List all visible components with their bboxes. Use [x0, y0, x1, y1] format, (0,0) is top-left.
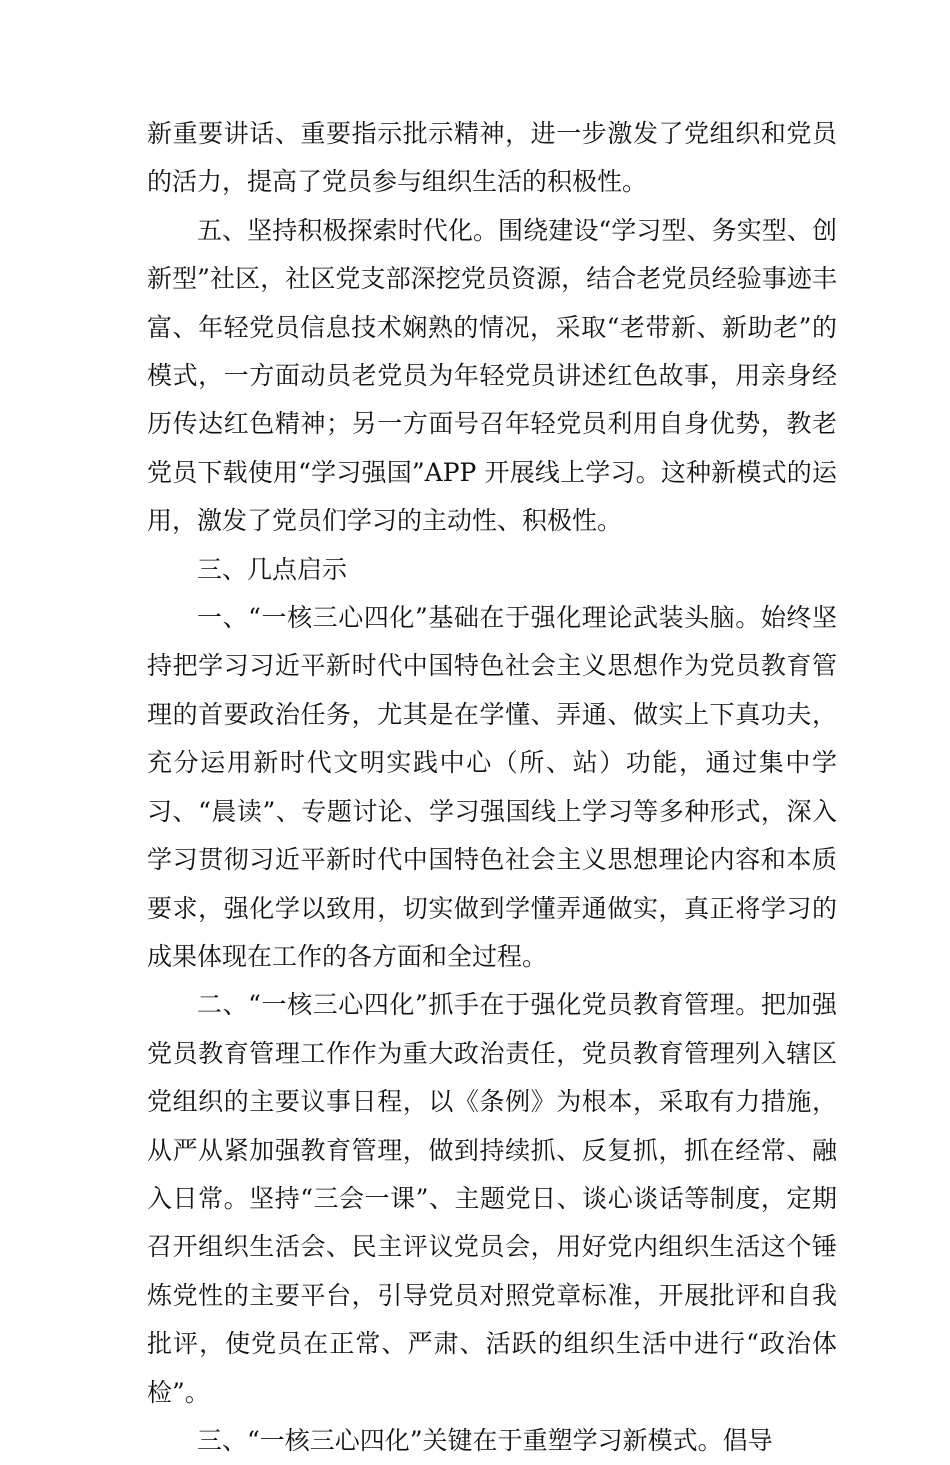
- section-heading-insights: 三、几点启示: [197, 554, 348, 584]
- document-body: [147, 110, 837, 1465]
- paragraph-insight-one: 一、“一核三心四化”基础在于强化理论武装头脑。始终坚持把学习习近平新时代中国特色社会主义思想作为党员教育管理的首要政治任务，尤其是在学懂、弄通、做实上下真功夫，充分运用新时代文明实践中心（所、站）功能，通过集中学习、“晨读”、专题讨论、学习强国线上学习等多种形式，深入学习贯彻习近平新时代中国特色社会主义思想理论内容和本质要求，强化学以致用，切实做到学懂弄通做实，真正将学习的成果体现在工作的各方面和全过程。: [147, 603, 837, 971]
- paragraph-continuation: 新重要讲话、重要指示批示精神，进一步激发了党组织和党员的活力，提高了党员参与组织生活的积极性。: [147, 119, 837, 197]
- paragraph-insight-three: 三、“一核三心四化”关键在于重塑学习新模式。倡导: [197, 1425, 773, 1455]
- paragraph-insight-two: 二、“一核三心四化”抓手在于强化党员教育管理。把加强党员教育管理工作作为重大政治责任，党员教育管理列入辖区党组织的主要议事日程，以《条例》为根本，采取有力措施，从严从紧加强教育管理，做到持续抓、反复抓，抓在经常、融入日常。坚持“三会一课”、主题党日、谈心谈话等制度，定期召开组织生活会、民主评议党员会，用好党内组织生活这个锤炼党性的主要平台，引导党员对照党章标准，开展批评和自我批评，使党员在正常、严肃、活跃的组织生活中进行“政治体检”。: [147, 990, 837, 1407]
- paragraph-section-five: 五、坚持积极探索时代化。围绕建设“学习型、务实型、创新型”社区，社区党支部深挖党员资源，结合老党员经验事迹丰富、年轻党员信息技术娴熟的情况，采取“老带新、新助老”的模式，一方面动员老党员为年轻党员讲述红色故事，用亲身经历传达红色精神；另一方面号召年轻党员利用自身优势，教老党员下载使用“学习强国”APP 开展线上学习。这种新模式的运用，激发了党员们学习的主动性、积极性。: [147, 215, 837, 536]
